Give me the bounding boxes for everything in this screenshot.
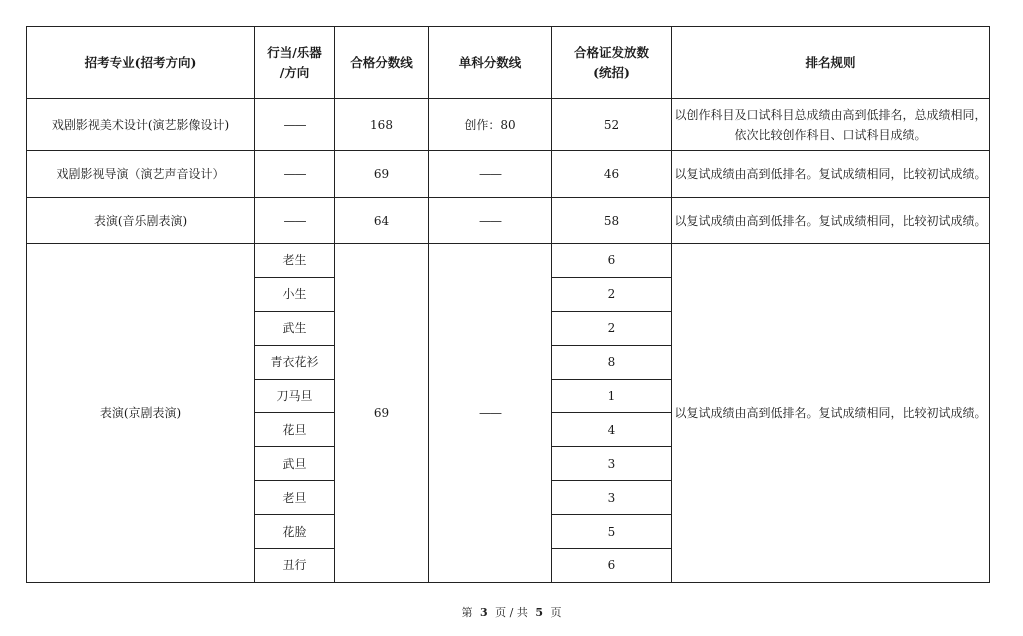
cell-role: 小生 — [255, 277, 335, 311]
cell-rule: 以复试成绩由高到低排名。复试成绩相同，比较初试成绩。 — [672, 151, 990, 198]
cell-cert: 52 — [552, 99, 672, 151]
table-row — [27, 198, 990, 244]
cell-cert: 4 — [552, 413, 672, 447]
header-rule: 排名规则 — [672, 27, 990, 99]
page-footer — [0, 604, 1023, 620]
cell-rule: 以复试成绩由高到低排名。复试成绩相同，比较初试成绩。 — [672, 198, 990, 244]
cell-role: 青衣花衫 — [255, 345, 335, 379]
cell-role: 武旦 — [255, 447, 335, 481]
cell-role: 花旦 — [255, 413, 335, 447]
header-pass-line: 合格分数线 — [335, 27, 429, 99]
cell-major: 戏剧影视美术设计(演艺影像设计) — [27, 99, 255, 151]
cell-cert: 2 — [552, 311, 672, 345]
cell-single: 创作：80 — [429, 99, 552, 151]
header-role-line2: /方向 — [279, 64, 310, 80]
footer-suffix: 页 — [550, 606, 562, 619]
cell-cert: 3 — [552, 447, 672, 481]
header-cert — [552, 27, 672, 99]
header-single-line: 单科分数线 — [429, 27, 552, 99]
table-header-row — [27, 27, 990, 99]
header-major: 招考专业(招考方向) — [27, 27, 255, 99]
footer-total-pages: 5 — [535, 606, 543, 619]
cell-pass: 69 — [335, 151, 429, 198]
cell-role: 武生 — [255, 311, 335, 345]
footer-prefix: 第 — [461, 606, 473, 619]
cell-cert: 8 — [552, 345, 672, 379]
cell-single: —— — [429, 198, 552, 244]
cell-major: 戏剧影视导演（演艺声音设计） — [27, 151, 255, 198]
header-role-line1: 行当/乐器 — [267, 44, 322, 60]
header-role — [255, 27, 335, 99]
table-row — [27, 244, 990, 278]
admission-table — [26, 26, 990, 583]
table-row — [27, 151, 990, 198]
cell-role: —— — [255, 151, 335, 198]
header-cert-line1: 合格证发放数 — [573, 44, 649, 60]
cell-role: 花脸 — [255, 515, 335, 549]
cell-role: —— — [255, 198, 335, 244]
cell-single: —— — [429, 151, 552, 198]
cell-role: 刀马旦 — [255, 379, 335, 413]
cell-major-jingju: 表演(京剧表演) — [27, 244, 255, 583]
footer-current-page: 3 — [479, 606, 488, 619]
cell-cert: 58 — [552, 198, 672, 244]
cell-pass: 168 — [335, 99, 429, 151]
cell-cert: 3 — [552, 481, 672, 515]
table-row — [27, 99, 990, 151]
cell-cert: 6 — [552, 549, 672, 583]
cell-rule-jingju: 以复试成绩由高到低排名。复试成绩相同，比较初试成绩。 — [672, 244, 990, 583]
header-cert-line2: (统招) — [593, 64, 630, 80]
footer-middle: 页 / 共 — [495, 606, 528, 619]
cell-pass: 64 — [335, 198, 429, 244]
cell-cert: 2 — [552, 277, 672, 311]
cell-pass-jingju: 69 — [335, 244, 429, 583]
cell-role: 老生 — [255, 244, 335, 278]
cell-single-jingju: —— — [429, 244, 552, 583]
cell-role: —— — [255, 99, 335, 151]
cell-rule: 以创作科目及口试科目总成绩由高到低排名，总成绩相同，依次比较创作科目、口试科目成绩。 — [672, 99, 990, 151]
cell-cert: 5 — [552, 515, 672, 549]
cell-major: 表演(音乐剧表演) — [27, 198, 255, 244]
cell-role: 丑行 — [255, 549, 335, 583]
cell-cert: 1 — [552, 379, 672, 413]
cell-cert: 6 — [552, 244, 672, 278]
cell-cert: 46 — [552, 151, 672, 198]
cell-role: 老旦 — [255, 481, 335, 515]
